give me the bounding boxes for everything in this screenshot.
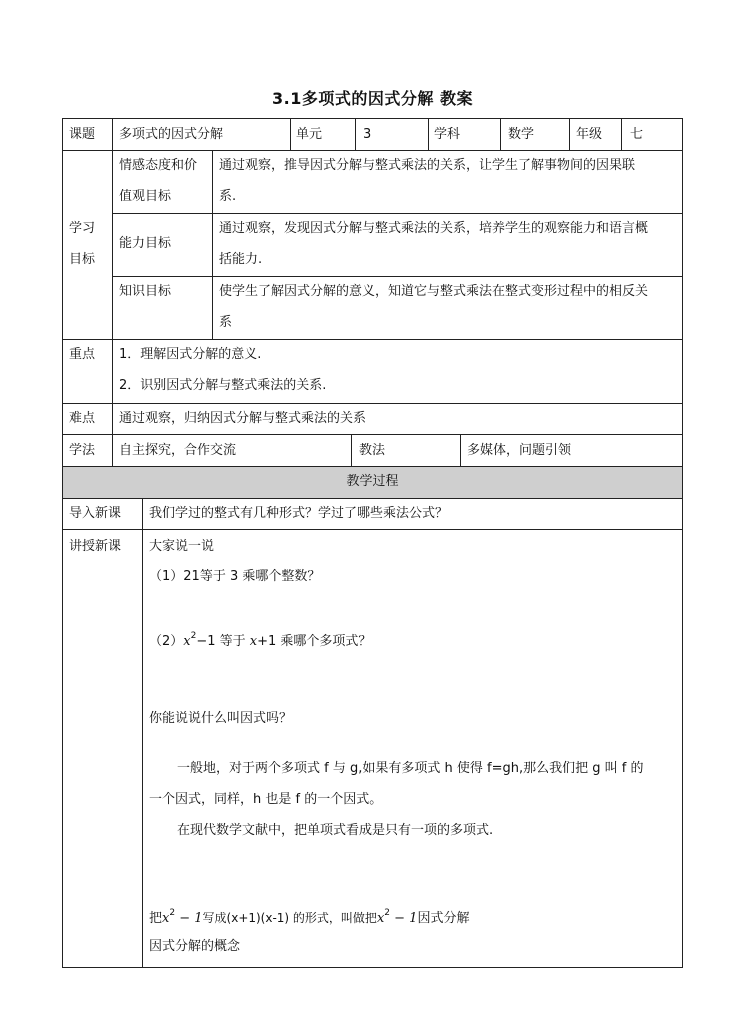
table-border (621, 118, 622, 151)
key-points-label: 重点 (69, 347, 96, 362)
math-constant: − 1 (390, 911, 418, 926)
math-exponent: 2 (384, 908, 391, 918)
cell-unit-value: 3 (363, 127, 372, 142)
goal-text-line2: 括能力. (219, 252, 263, 267)
math-variable: x (162, 911, 170, 926)
table-border (212, 150, 213, 340)
goals-label-line1: 学习 (69, 221, 96, 236)
goal-text-line1: 通过观察，发现因式分解与整式乘法的关系，培养学生的观察能力和语言概 (219, 221, 649, 236)
table-border (62, 118, 63, 968)
cell-course-value: 多项式的因式分解 (119, 127, 224, 142)
math-variable: x (183, 634, 191, 649)
key-point-item: 1．理解因式分解的意义. (119, 347, 262, 362)
math-exponent: 2 (190, 631, 197, 641)
factorization-sentence (149, 905, 469, 927)
math-variable: x (249, 634, 258, 649)
lecture-question (149, 628, 371, 650)
table-border (112, 118, 113, 467)
definition-text: 一个因式，同样，h 也是 f 的一个因式。 (149, 792, 383, 807)
goal-text-line2: 系. (219, 189, 237, 204)
lecture-label: 讲授新课 (69, 539, 122, 554)
sentence-text: 写成(x+1)(x-1) 的形式，叫做把 (202, 911, 377, 925)
intro-label: 导入新课 (69, 506, 122, 521)
goal-text-line2: 系 (219, 315, 233, 330)
table-border (112, 276, 683, 277)
sentence-text: 因式分解 (417, 911, 470, 926)
table-border (351, 434, 352, 467)
math-exponent: 2 (169, 908, 176, 918)
table-border (682, 118, 683, 968)
table-border (500, 118, 501, 151)
goal-text-line1: 通过观察，推导因式分解与整式乘法的关系，让学生了解事物间的因果联 (219, 158, 636, 173)
table-border (142, 498, 143, 968)
goals-label-line2: 目标 (69, 252, 96, 267)
table-border (62, 118, 683, 119)
table-border (62, 498, 683, 499)
table-border (290, 118, 291, 151)
cell-grade-label: 年级 (576, 127, 603, 142)
math-constant: − 1 (175, 911, 203, 926)
page-title: 3.1多项式的因式分解 教案 (272, 89, 473, 108)
goal-name-line1: 知识目标 (119, 284, 172, 299)
table-border (62, 403, 683, 404)
cell-subject-value: 数学 (508, 127, 535, 142)
difficulty-text: 通过观察，归纳因式分解与整式乘法的关系 (119, 411, 367, 426)
intro-text: 我们学过的整式有几种形式？学过了哪些乘法公式？ (149, 506, 449, 521)
lecture-paragraph: 你能说说什么叫因式吗？ (149, 711, 293, 726)
cell-unit-label: 单元 (296, 127, 323, 142)
question-text: −1 等于 (196, 634, 250, 649)
table-border (355, 118, 356, 151)
cell-course-label: 课题 (69, 127, 96, 142)
goal-text-line1: 使学生了解因式分解的意义，知道它与整式乘法在整式变形过程中的相反关 (219, 284, 649, 299)
table-border (62, 150, 683, 151)
definition-text: 一般地，对于两个多项式 f 与 g,如果有多项式 h 使得 f=gh,那么我们把 g 叫 f 的 (177, 761, 644, 776)
study-method-value: 自主探究，合作交流 (119, 443, 237, 458)
table-border (62, 434, 683, 435)
goal-name-line1: 能力目标 (119, 236, 172, 251)
table-border (62, 466, 683, 467)
teach-method-label: 教法 (359, 443, 386, 458)
cell-subject-label: 学科 (434, 127, 461, 142)
key-point-item: 2．识别因式分解与整式乘法的关系. (119, 378, 327, 393)
sentence-text: 把 (149, 911, 163, 926)
table-border (569, 118, 570, 151)
teach-method-value: 多媒体，问题引领 (467, 443, 572, 458)
goal-name-line1: 情感态度和价 (119, 158, 198, 173)
process-header: 教学过程 (346, 474, 399, 489)
lecture-paragraph: 大家说一说 (149, 539, 215, 554)
table-border (62, 967, 683, 968)
study-method-label: 学法 (69, 443, 96, 458)
goal-name-line2: 值观目标 (119, 189, 172, 204)
question-text: +1 乘哪个多项式？ (257, 634, 372, 649)
table-border (460, 434, 461, 467)
table-border (112, 213, 683, 214)
table-border (62, 339, 683, 340)
table-border (428, 118, 429, 151)
cell-grade-value: 七 (630, 127, 644, 142)
lecture-question: （1）21等于 3 乘哪个整数？ (149, 569, 321, 584)
math-variable: x (376, 911, 385, 926)
difficulty-label: 难点 (69, 411, 96, 426)
lecture-paragraph: 因式分解的概念 (149, 939, 241, 954)
definition-text: 在现代数学文献中，把单项式看成是只有一项的多项式. (177, 823, 494, 838)
question-prefix: （2） (149, 634, 184, 649)
table-border (62, 529, 683, 530)
